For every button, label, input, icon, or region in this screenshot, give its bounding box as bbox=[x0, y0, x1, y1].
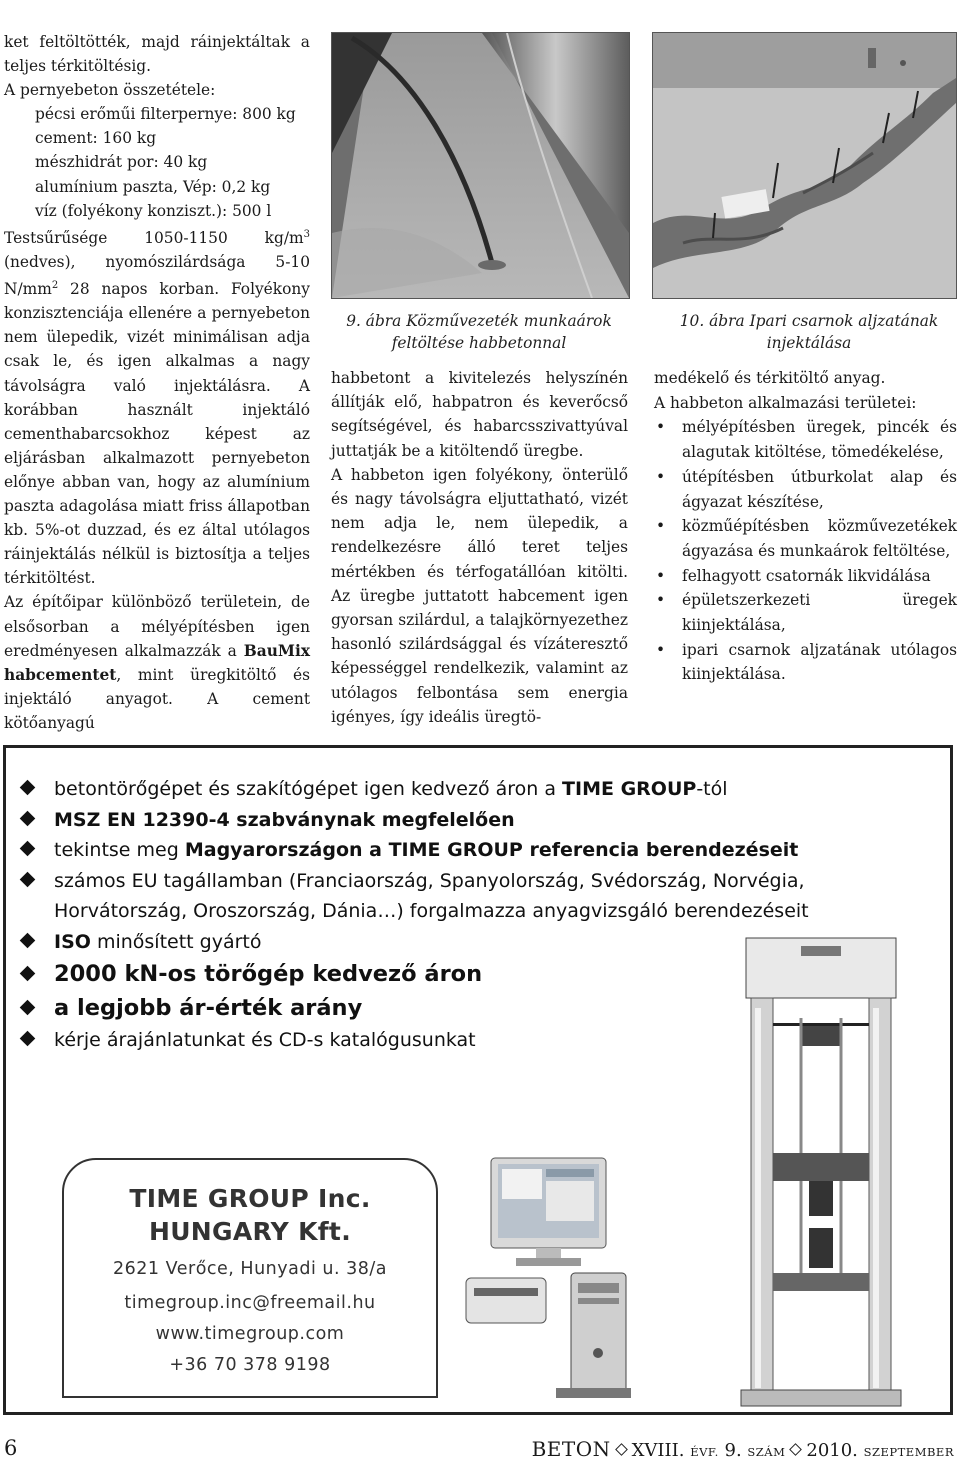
col3-intro: medékelő és térkitöltő anyag. bbox=[654, 369, 886, 387]
floor-illustration bbox=[653, 33, 956, 298]
density-rest: (nedves), nyomószilárdsága 5-10 N/mm bbox=[4, 252, 310, 299]
ad-text: a legjobb ár-érték arány bbox=[54, 995, 363, 1021]
list-item: • épületszerkezeti üregek kiinjektálása, bbox=[654, 588, 957, 637]
ad-item bbox=[20, 835, 820, 866]
col3-list-title: A habbeton alkalmazási területei: bbox=[654, 393, 917, 412]
volume-number: XVIII. bbox=[631, 1440, 685, 1461]
company-website[interactable]: www.timegroup.com bbox=[155, 1324, 345, 1344]
page-footer bbox=[0, 1436, 960, 1463]
company-name: TIME GROUP Inc. bbox=[129, 1184, 371, 1213]
ad-item bbox=[20, 805, 820, 836]
density-paragraph bbox=[4, 223, 310, 591]
app-text-b: , mint üregkitöltő és injektáló anyagot. A cement kötőanyagú bbox=[4, 665, 310, 732]
testing-machine-illustration bbox=[731, 928, 911, 1410]
list-item: • felhagyott csatornák likvidálása bbox=[654, 564, 957, 589]
ad-text: MSZ EN 12390-4 szabványnak megfelelően bbox=[54, 808, 515, 831]
trench-illustration bbox=[332, 33, 629, 298]
diamond-bullet-icon bbox=[20, 841, 36, 857]
ad-text-bold: ISO bbox=[54, 930, 91, 953]
ad-text-bold: Magyarországon a TIME GROUP referencia berendezéseit bbox=[184, 839, 799, 861]
ad-item bbox=[20, 991, 820, 1025]
diamond-separator-icon bbox=[790, 1443, 803, 1456]
composition-list bbox=[4, 102, 310, 222]
issue-number: 9. bbox=[724, 1440, 742, 1461]
diamond-bullet-icon bbox=[20, 932, 36, 948]
company-phone: +36 70 378 9198 bbox=[169, 1355, 331, 1375]
column-1 bbox=[4, 30, 310, 735]
ad-text: -tól bbox=[696, 778, 728, 800]
app-text-a: Az építőipar különböző területein, de elsősorban a mélyépítésben igen eredményesen alkalmazzák a bbox=[4, 593, 310, 660]
strength-rest: 28 napos korban. Folyékony konzisztenciája ellenére a pernyebeton nem ülepedik, vizét minimálisan adja csak le, és igen alkalmas a nagy távolságra való injektálásra. A korábban használt injektáló cementhabarcsokhoz képest az eljárásban alkalmazott pernyebeton előnye abban van, hogy az alumínium paszta adagolása miatt friss állapotban kb. 5%-ot duzzad, és ez által utólagos ráinjektálás nélkül is biztosítja a teljes térkitöltést. bbox=[4, 280, 310, 588]
ad-list bbox=[20, 774, 820, 1056]
year: 2010. bbox=[806, 1440, 858, 1461]
composition-item: cement: 160 kg bbox=[35, 129, 157, 148]
company-email[interactable]: timegroup.inc@freemail.hu bbox=[124, 1293, 376, 1313]
list-item: • útépítésben útburkolat alap és ágyazat készítése, bbox=[654, 465, 957, 514]
list-item: • közműépítésben közművezetékek ágyazása és munkaárok feltöltése, bbox=[654, 514, 957, 563]
diamond-bullet-icon bbox=[20, 966, 36, 982]
ad-text: számos EU tagállamban (Franciaország, Spanyolország, Svédország, Norvégia, Horvátország, Oroszország, Dánia…) forgalmazza anyagvizsgáló berendezéseit bbox=[54, 869, 809, 922]
ad-item bbox=[20, 957, 820, 991]
computer-illustration bbox=[456, 1153, 636, 1403]
ad-item bbox=[20, 1025, 820, 1056]
ad-item bbox=[20, 866, 820, 927]
strength-sup: 2 bbox=[51, 280, 59, 292]
page-number: 6 bbox=[4, 1436, 18, 1460]
testing-machine-image bbox=[731, 928, 911, 1410]
ad-item bbox=[20, 927, 820, 958]
advertisement-box bbox=[3, 745, 953, 1415]
col2-paragraph-2: A habbeton igen folyékony, önterülő és nagy távolságra eljuttatható, vizét nem adja le, nem ülepedik, a rendelkezésre álló teret teljes mértékben és térfogatállóan kitölti. Az üregbe juttatott habcement igen gyorsan szilárdul, a talajkörnyezethez hasonló szilárdsággal és vízáteresztő képességgel rendelkezik, valamint az utólagos felbontása sem energia igényes, így ideális üregtö- bbox=[331, 465, 628, 726]
composition-item: víz (folyékony konziszt.): 500 l bbox=[35, 201, 272, 220]
application-list bbox=[654, 415, 957, 687]
volume-label: ÉVF. bbox=[690, 1445, 719, 1459]
diamond-separator-icon bbox=[615, 1443, 628, 1456]
figure-10-caption: 10. ábra Ipari csarnok aljzatának injektálása bbox=[679, 312, 939, 352]
composition-item: mészhidrát por: 40 kg bbox=[35, 153, 208, 172]
diamond-bullet-icon bbox=[20, 871, 36, 887]
magazine-name: BETON bbox=[531, 1437, 611, 1461]
diamond-bullet-icon bbox=[20, 810, 36, 826]
trench-photo bbox=[331, 32, 630, 299]
company-name-hungary: HUNGARY Kft. bbox=[148, 1217, 351, 1246]
journal-info bbox=[532, 1437, 954, 1461]
density-sup: 3 bbox=[303, 228, 310, 240]
company-address: 2621 Verőce, Hunyadi u. 38/a bbox=[113, 1259, 387, 1279]
intro-text: ket feltöltötték, majd ráinjektáltak a teljes térkitöltésig. bbox=[4, 33, 310, 76]
ad-text: betontörőgépet és szakítógépet igen kedvező áron a bbox=[54, 778, 563, 800]
baumix-name: BauMix habcementet bbox=[4, 641, 310, 684]
col2-paragraph-1: habbetont a kivitelezés helyszínén állítják elő, habpatron és keverőcső segítségével, és habarcsszivattyúval juttatják be a kitöltendő üregbe. bbox=[331, 369, 628, 460]
density-text: Testsűrűsége 1050-1150 kg/m bbox=[4, 228, 304, 247]
month: SZEPTEMBER bbox=[863, 1445, 954, 1459]
list-item: • mélyépítésben üregek, pincék és alagutak kitöltése, tömedékelése, bbox=[654, 415, 957, 464]
issue-label: SZÁM bbox=[747, 1445, 786, 1459]
ad-item bbox=[20, 774, 820, 805]
composition-title: A pernyebeton összetétele: bbox=[4, 81, 216, 100]
column-3-text bbox=[654, 366, 957, 687]
list-item: • ipari csarnok aljzatának utólagos kiinjektálása. bbox=[654, 638, 957, 687]
diamond-bullet-icon bbox=[20, 1000, 36, 1016]
application-paragraph bbox=[4, 590, 310, 735]
computer-printer-image bbox=[456, 1153, 636, 1403]
ad-text: tekintse meg bbox=[54, 839, 185, 861]
composition-item: pécsi erőműi filterpernye: 800 kg bbox=[35, 105, 296, 124]
diamond-bullet-icon bbox=[20, 780, 36, 796]
column-2-text bbox=[331, 366, 628, 729]
ad-text: minősített gyártó bbox=[90, 930, 262, 953]
ad-brand: TIME GROUP bbox=[562, 778, 697, 800]
diamond-bullet-icon bbox=[20, 1031, 36, 1047]
figure-9-caption: 9. ábra Közművezeték munkaárok feltöltése habbetonnal bbox=[346, 312, 612, 352]
ad-text: 2000 kN-os törőgép kedvező áron bbox=[54, 961, 483, 987]
ad-text: kérje árajánlatunkat és CD-s katalógusunkat bbox=[54, 1029, 476, 1051]
composition-item: alumínium paszta, Vép: 0,2 kg bbox=[35, 177, 271, 196]
floor-photo bbox=[652, 32, 957, 299]
contact-card bbox=[62, 1158, 438, 1398]
